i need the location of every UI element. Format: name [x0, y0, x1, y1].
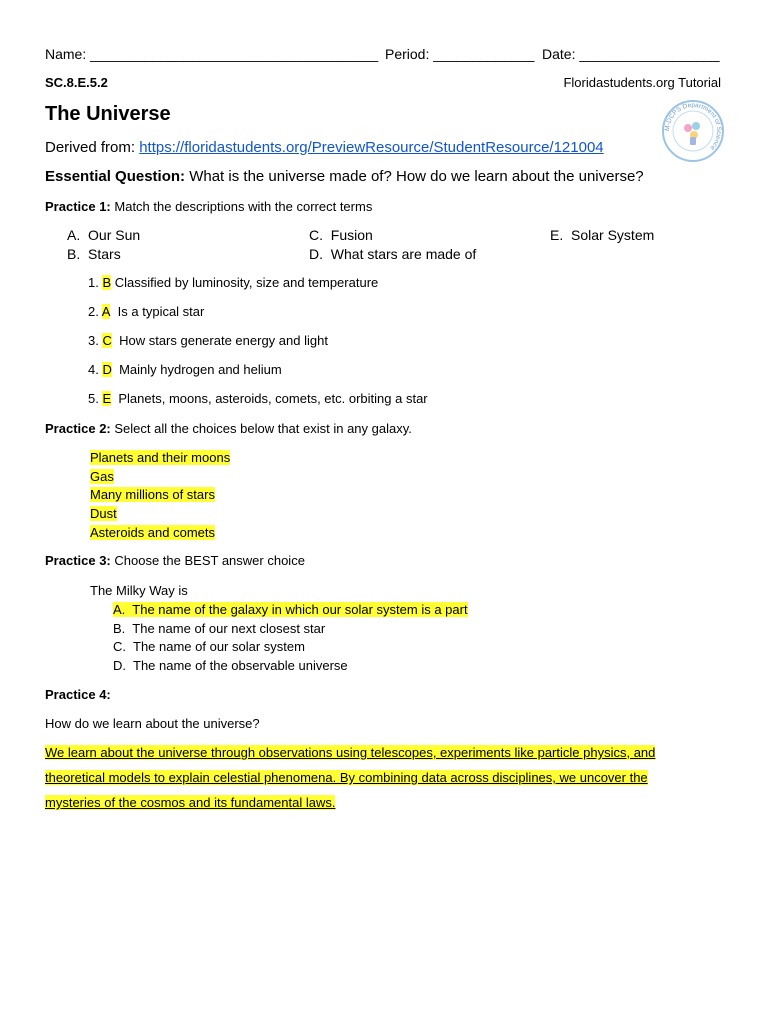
name-blank: _____________________________________ — [90, 46, 379, 62]
period-blank: _____________ — [433, 46, 535, 62]
date-label: Date: — [542, 46, 576, 62]
practice1-instruction: Match the descriptions with the correct terms — [114, 199, 373, 214]
term-d: D. What stars are made of — [309, 246, 477, 262]
term-b: B. Stars — [67, 246, 121, 262]
match-answer[interactable]: C — [102, 333, 112, 348]
galaxy-choice[interactable]: Planets and their moons — [90, 450, 231, 465]
match-item-3: 3. C How stars generate energy and light — [88, 333, 328, 348]
period-field — [385, 46, 534, 62]
name-field — [45, 46, 378, 62]
practice2-instruction: Select all the choices below that exist in any galaxy. — [114, 421, 412, 436]
essential-text: What is the universe made of? How do we learn about the universe? — [189, 168, 644, 185]
answer-line-1: We learn about the universe through observations using telescopes, experiments like particle physics, and — [45, 745, 656, 760]
derived-label: Derived from: — [45, 139, 136, 156]
name-label: Name: — [45, 46, 87, 62]
practice3-label: Practice 3: — [45, 553, 111, 568]
period-label: Period: — [385, 46, 430, 62]
seal-text: M-DCPS Department of Science — [663, 101, 723, 152]
practice2-heading — [45, 421, 412, 436]
match-item-1: 1. B Classified by luminosity, size and temperature — [88, 275, 379, 290]
date-field — [542, 46, 720, 62]
option-b[interactable]: B. The name of our next closest star — [113, 621, 326, 636]
galaxy-choice[interactable]: Many millions of stars — [90, 487, 215, 502]
practice4-question: How do we learn about the universe? — [45, 716, 260, 731]
match-answer[interactable]: E — [102, 391, 112, 406]
essential-question — [45, 168, 644, 185]
option-d[interactable]: D. The name of the observable universe — [113, 658, 348, 673]
match-answer[interactable]: D — [102, 362, 112, 377]
source-link[interactable]: https://floridastudents.org/PreviewResource/StudentResource/121004 — [139, 139, 604, 156]
answer-line-2: theoretical models to explain celestial phenomena. By combining data across disciplines, we uncover the — [45, 770, 648, 785]
standard-code: SC.8.E.5.2 — [45, 75, 108, 90]
practice4-label: Practice 4: — [45, 687, 111, 702]
term-e: E. Solar System — [550, 227, 655, 243]
practice3-heading — [45, 553, 305, 568]
term-c: C. Fusion — [309, 227, 373, 243]
galaxy-choice[interactable]: Asteroids and comets — [90, 525, 216, 540]
practice2-label: Practice 2: — [45, 421, 111, 436]
source-label: Floridastudents.org Tutorial — [563, 75, 721, 90]
term-a: A. Our Sun — [67, 227, 141, 243]
practice1-heading — [45, 199, 372, 214]
page-title: The Universe — [45, 103, 171, 125]
option-c[interactable]: C. The name of our solar system — [113, 639, 305, 654]
practice3-stem: The Milky Way is — [90, 583, 188, 598]
practice1-label: Practice 1: — [45, 199, 111, 214]
essential-label: Essential Question: — [45, 168, 186, 185]
derived-from — [45, 139, 604, 156]
match-item-2: 2. A Is a typical star — [88, 304, 205, 319]
galaxy-choice[interactable]: Dust — [90, 506, 117, 521]
practice3-instruction: Choose the BEST answer choice — [114, 553, 305, 568]
date-blank: __________________ — [579, 46, 720, 62]
match-answer[interactable]: B — [102, 275, 112, 290]
department-seal-icon — [661, 99, 725, 163]
match-item-5: 5. E Planets, moons, asteroids, comets, etc. orbiting a star — [88, 391, 428, 406]
match-item-4: 4. D Mainly hydrogen and helium — [88, 362, 282, 377]
option-a[interactable]: A. The name of the galaxy in which our solar system is a part — [113, 602, 468, 617]
galaxy-choice[interactable]: Gas — [90, 469, 114, 484]
answer-line-3: mysteries of the cosmos and its fundamental laws. — [45, 795, 336, 810]
match-answer[interactable]: A — [101, 304, 111, 319]
